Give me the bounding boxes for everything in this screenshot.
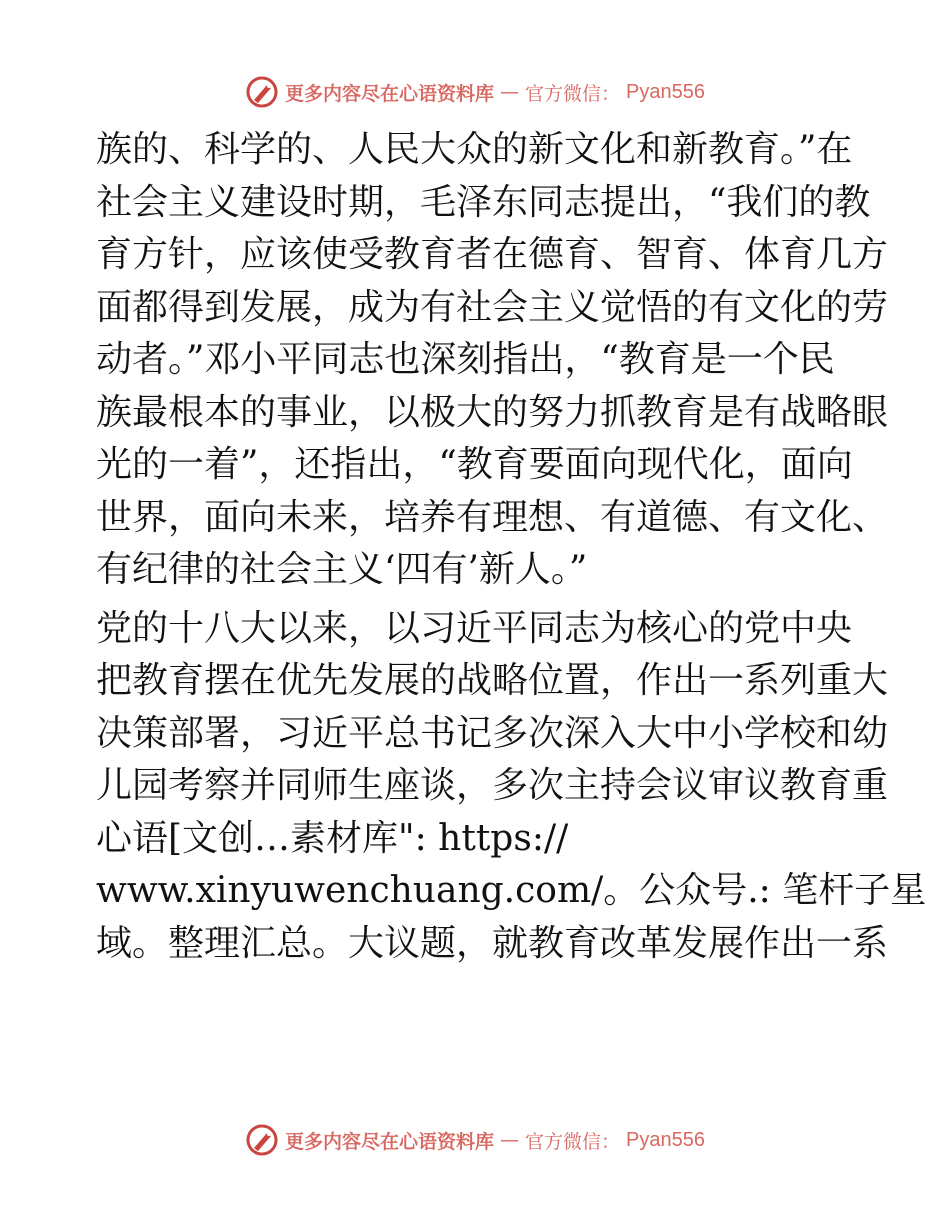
paragraph-2 (96, 603, 927, 971)
text-line: 面都得到发展，成为有社会主义觉悟的有文化的劳 (96, 286, 889, 328)
text-line: 族最根本的事业，以极大的努力抓教育是有战略眼 (96, 391, 889, 433)
banner-wechat-label: 官方微信： (525, 1130, 621, 1153)
text-line: 儿园考察并同师生座谈，多次主持会议审议教育重 (96, 765, 889, 806)
text-line: 族的、科学的、人民大众的新文化和新教育。”在 (96, 129, 853, 170)
text-line: 党的十八大以来，以习近平同志为核心的党中央 (96, 607, 853, 649)
banner-wechat-id: Pyan556 (626, 80, 705, 103)
text-line: 光的一着”，还指出，“教育要面向现代化，面向 (96, 444, 853, 485)
text-line: 有纪律的社会主义‘四有’新人。” (96, 549, 588, 590)
pen-logo-icon (245, 75, 279, 109)
banner-site-text: 更多内容尽在心语资料库 (285, 82, 495, 105)
text-line: www.xinyuwenchuang.com/。公众号.: 笔杆子星 (96, 870, 927, 911)
text-line: 把教育摆在优先发展的战略位置，作出一系列重大 (96, 660, 889, 701)
text-line: 世界，面向未来，培养有理想、有道德、有文化、 (96, 496, 889, 538)
header-banner (0, 72, 950, 112)
text-line: 社会主义建设时期，毛泽东同志提出，“我们的教 (96, 181, 871, 223)
text-line: 决策部署，习近平总书记多次深入大中小学校和幼 (96, 712, 889, 754)
banner-site-text: 更多内容尽在心语资料库 (285, 1130, 495, 1153)
text-line: 心语[文创…素材库": https:// (96, 817, 569, 859)
text-line: 域。整理汇总。大议题，就教育改革发展作出一系 (96, 922, 889, 964)
text-line: 动者。”邓小平同志也深刻指出，“教育是一个民 (96, 339, 835, 380)
paragraph-1 (96, 124, 889, 597)
text-line: 育方针，应该使受教育者在德育、智育、体育几方 (96, 234, 889, 275)
footer-banner (0, 1120, 950, 1160)
banner-separator: — (500, 1129, 520, 1151)
document-body (96, 124, 927, 970)
banner-wechat-label: 官方微信： (525, 82, 621, 105)
banner-separator: — (500, 81, 520, 103)
banner-wechat-id: Pyan556 (626, 1128, 705, 1151)
pen-logo-icon (245, 1123, 279, 1157)
